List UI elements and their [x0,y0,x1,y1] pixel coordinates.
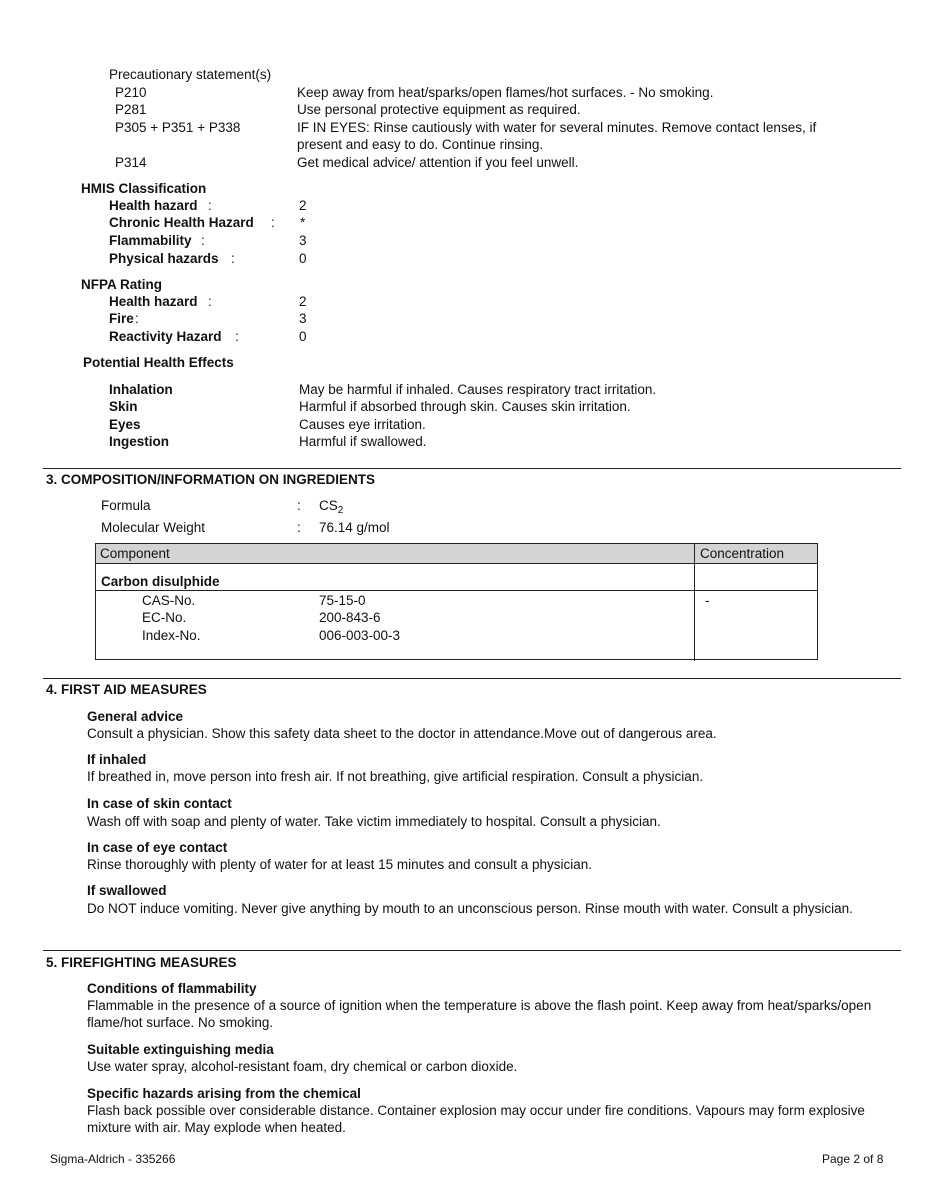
section-divider [43,678,901,679]
precaution-text: Use personal protective equipment as required. [297,102,581,117]
column-divider [694,544,695,661]
hmis-label: Health hazard [109,198,198,213]
formula-label: Formula [101,498,151,513]
health-effect-text: Harmful if absorbed through skin. Causes skin irritation. [299,399,631,414]
first-aid-heading: If swallowed [87,883,167,898]
nfpa-label: Fire [109,311,134,326]
hmis-value: 0 [299,251,307,266]
id-label: EC-No. [142,610,187,625]
health-effect-label: Skin [109,399,138,414]
footer-page-number: Page 2 of 8 [822,1152,884,1166]
nfpa-label: Health hazard [109,294,198,309]
hmis-colon: : [271,215,275,230]
nfpa-colon: : [235,329,239,344]
molecular-weight-label: Molecular Weight [101,520,206,535]
hmis-label: Physical hazards [109,251,219,266]
hmis-label: Flammability [109,233,192,248]
first-aid-text: Rinse thoroughly with plenty of water for at least 15 minutes and consult a physician. [87,857,593,872]
nfpa-label: Reactivity Hazard [109,329,222,344]
firefighting-text: Use water spray, alcohol-resistant foam, dry chemical or carbon dioxide. [87,1059,518,1074]
hmis-colon: : [201,233,205,248]
first-aid-heading: If inhaled [87,752,147,767]
precaution-text: Keep away from heat/sparks/open flames/hot surfaces. - No smoking. [297,85,714,100]
first-aid-heading: In case of skin contact [87,796,232,811]
section-divider [43,950,901,951]
row-divider [96,590,817,591]
column-header-concentration: Concentration [700,546,785,561]
id-value: 75-15-0 [319,593,366,608]
section-5-title: 5. FIREFIGHTING MEASURES [46,955,237,970]
composition-table [95,543,818,660]
health-effects-title: Potential Health Effects [83,355,234,370]
id-value: 006-003-00-3 [319,628,401,643]
firefighting-text: Flash back possible over considerable distance. Container explosion may occur under fire conditions. Vapours may form explosive mixture with air. May explode when heated. [87,1103,865,1135]
precaution-code: P281 [115,102,147,117]
hmis-colon: : [208,198,212,213]
formula-subscript: 2 [337,505,344,516]
precaution-text: Get medical advice/ attention if you feel unwell. [297,155,579,170]
molecular-weight-colon: : [297,520,301,535]
formula-main: CS [319,498,338,513]
precaution-code: P210 [115,85,147,100]
nfpa-value: 2 [299,294,307,309]
hmis-value: 3 [299,233,307,248]
firefighting-heading: Suitable extinguishing media [87,1042,274,1057]
concentration-value: - [705,593,710,608]
health-effect-label: Eyes [109,417,141,432]
precaution-text: present and easy to do. Continue rinsing. [297,137,544,152]
health-effect-text: Causes eye irritation. [299,417,426,432]
precaution-code: P305 + P351 + P338 [115,120,241,135]
id-value: 200-843-6 [319,610,381,625]
formula-colon: : [297,498,301,513]
health-effect-label: Inhalation [109,382,173,397]
hmis-title: HMIS Classification [81,181,207,196]
health-effect-text: May be harmful if inhaled. Causes respiratory tract irritation. [299,382,657,397]
firefighting-heading: Conditions of flammability [87,981,257,996]
footer-left: Sigma-Aldrich - 335266 [50,1152,176,1166]
hmis-value: * [300,215,306,230]
first-aid-heading: General advice [87,709,184,724]
section-4-title: 4. FIRST AID MEASURES [46,682,207,697]
column-header-component: Component [100,546,170,561]
component-name: Carbon disulphide [101,574,220,589]
health-effect-text: Harmful if swallowed. [299,434,427,449]
nfpa-colon: : [135,311,139,326]
section-divider [43,468,901,469]
section-3-title: 3. COMPOSITION/INFORMATION ON INGREDIENTS [46,472,376,487]
nfpa-value: 3 [299,311,307,326]
precaution-code: P314 [115,155,147,170]
nfpa-colon: : [208,294,212,309]
hmis-colon: : [231,251,235,266]
id-label: CAS-No. [142,593,196,608]
firefighting-heading: Specific hazards arising from the chemical [87,1086,361,1101]
hmis-label: Chronic Health Hazard [109,215,254,230]
first-aid-text: Consult a physician. Show this safety data sheet to the doctor in attendance.Move out of dangerous area. [87,726,717,741]
first-aid-text: Do NOT induce vomiting. Never give anything by mouth to an unconscious person. Rinse mouth with water. Consult a physician. [87,901,853,916]
molecular-weight-value: 76.14 g/mol [319,520,390,535]
first-aid-heading: In case of eye contact [87,840,228,855]
hmis-value: 2 [299,198,307,213]
precaution-text: IF IN EYES: Rinse cautiously with water for several minutes. Remove contact lenses, if [297,120,817,135]
nfpa-title: NFPA Rating [81,277,162,292]
health-effect-label: Ingestion [109,434,169,449]
nfpa-value: 0 [299,329,307,344]
id-label: Index-No. [142,628,201,643]
firefighting-text: Flammable in the presence of a source of ignition when the temperature is above the flash point. Keep away from heat/sparks/open flame/hot surface. No smoking. [87,998,872,1030]
first-aid-text: If breathed in, move person into fresh air. If not breathing, give artificial respiration. Consult a physician. [87,769,704,784]
formula-value [319,497,343,514]
precautionary-header: Precautionary statement(s) [109,67,272,82]
first-aid-text: Wash off with soap and plenty of water. Take victim immediately to hospital. Consult a physician. [87,814,661,829]
